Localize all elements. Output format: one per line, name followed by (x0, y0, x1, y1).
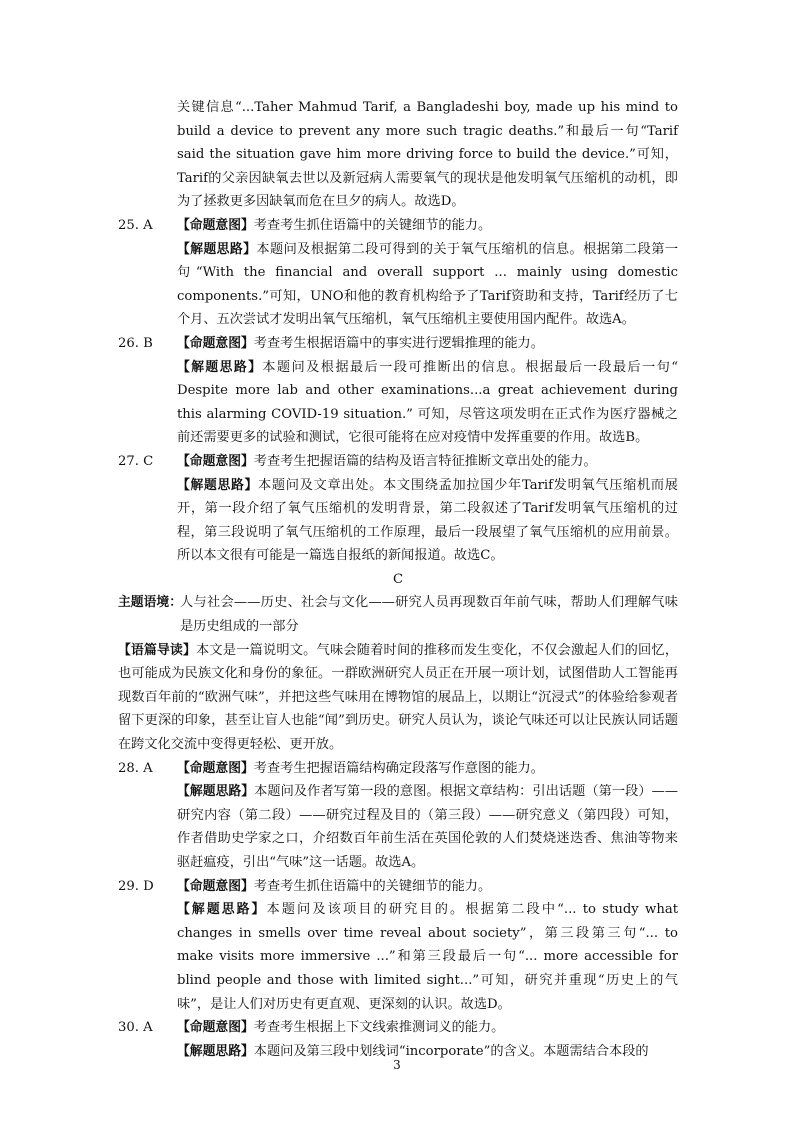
page-number: 3 (393, 1058, 401, 1072)
intent-tag: 【命题意图】 (177, 453, 254, 469)
intent-tag: 【命题意图】 (177, 1020, 254, 1036)
approach-text: 本题问及文章出处。本文围绕孟加拉国少年Tarif发明氧气压缩机而展开，第一段介绍了氧气压缩机的发明背景，第二段叙述了Tarif发明氧气压缩机的过程，第三段说明了氧气压缩机的工作原理，最后一段展望了氧气压缩机的应用前景。所以本文很有可能是一篇选自报纸的新闻报道。故选C。 (177, 477, 678, 564)
intent-text: 考查考生根据上下文线索推测词义的能力。 (253, 1020, 505, 1036)
intent-line (177, 875, 678, 899)
approach-text: 本题问及根据第二段可得到的关于氧气压缩机的信息。根据第二段第一句“With the financial and overall support ... mainly using domestic components.”可知，UNO和他的教育机构给予了Tarif资助和支持，Tarif经历了七个月、五次尝试才发明出氧气压缩机，氧气压缩机主要使用国内配件。故选A。 (177, 241, 679, 328)
answer-number: 29. D (118, 878, 154, 894)
answer-item-25 (118, 214, 678, 332)
theme-label: 主题语境： (118, 595, 182, 611)
approach-tag: 【解题思路】 (177, 359, 263, 375)
approach-tag: 【解题思路】 (177, 902, 267, 918)
intent-text: 考查考生根据语篇中的事实进行逻辑推理的能力。 (253, 335, 544, 351)
passage-guide (118, 639, 678, 757)
approach-paragraph (177, 474, 678, 568)
answer-item-29 (118, 875, 678, 1017)
theme-text: 人与社会——历史、社会与文化——研究人员再现数百年前气味，帮助人们理解气味是历史组成的一部分 (180, 595, 678, 635)
intent-tag: 【命题意图】 (177, 878, 254, 894)
approach-tag: 【解题思路】 (177, 784, 255, 800)
page-content (118, 96, 678, 1063)
intent-line (177, 332, 678, 356)
approach-tag: 【解题思路】 (177, 1043, 254, 1059)
guide-tag: 【语篇导读】 (118, 642, 197, 658)
intent-text: 考查考生抓住语篇中的关键细节的能力。 (253, 217, 492, 233)
answer-number: 26. B (118, 335, 153, 351)
answer-item-26 (118, 332, 678, 450)
intent-line (177, 1016, 678, 1040)
answer-item-27 (118, 450, 678, 568)
intent-text: 考查考生把握语篇的结构及语言特征推断文章出处的能力。 (253, 453, 597, 469)
answer-number: 30. A (118, 1020, 153, 1036)
approach-text: 本题问及第三段中划线词“incorporate”的含义。本题需结合本段的 (253, 1043, 649, 1059)
answer-item-30 (118, 1016, 678, 1063)
passage-b-tail-text: 关键信息“...Taher Mahmud Tarif, a Bangladeshi boy, made up his mind to build a device to prevent any more such tragic deaths.”和最后一句“Tarif said the situation gave him more driving force to build the device.”可知，Tarif的父亲因缺氧去世以及新冠病人需要氧气的现状是他发明氧气压缩机的动机，即为了拯救更多因缺氧而危在旦夕的病人。故选D。 (177, 100, 678, 210)
approach-text: 本题问及该项目的研究目的。根据第二段中“... to study what changes in smells over time reveal about society”，第三段第三句“... to make visits more immersive ...”和第三段最后一句“... more accessible for blind people and those with limited sight...”可知，研究并重现“历史上的气味”，是让人们对历史有更直观、更深刻的认识。故选D。 (177, 902, 678, 1012)
approach-tag: 【解题思路】 (177, 241, 257, 257)
intent-tag: 【命题意图】 (177, 217, 254, 233)
answer-number: 27. C (118, 453, 154, 469)
intent-text: 考查考生抓住语篇中的关键细节的能力。 (253, 878, 492, 894)
approach-tag: 【解题思路】 (177, 477, 259, 493)
passage-b-tail (118, 96, 678, 214)
approach-text: 本题问及根据最后一段可推断出的信息。根据最后一段最后一句“ Despite more lab and other examinations...a great achievement during this alarming COVID-19 situation.” 可知，尽管这项发明在正式作为医疗器械之前还需要更多的试验和测试，它很可能将在应对疫情中发挥重要的作用。故选B。 (177, 359, 678, 446)
section-c-heading: C (392, 571, 404, 587)
intent-line (177, 450, 678, 474)
intent-line (177, 214, 678, 238)
intent-line (177, 757, 678, 781)
answer-number: 28. A (118, 760, 153, 776)
intent-text: 考查考生把握语篇结构确定段落写作意图的能力。 (253, 760, 544, 776)
approach-paragraph (177, 238, 678, 332)
intent-tag: 【命题意图】 (177, 335, 254, 351)
approach-text: 本题问及作者写第一段的意图。根据文章结构：引出话题（第一段）——研究内容（第二段）——研究过程及目的（第三段）——研究意义（第四段）可知，作者借助史学家之口，介绍数百年前生活在英国伦敦的人们焚烧迷迭香、焦油等物来驱赶瘟疫，引出“气味”这一话题。故选A。 (177, 784, 679, 870)
approach-paragraph (177, 780, 678, 874)
answer-number: 25. A (118, 217, 153, 233)
guide-text: 本文是一篇说明文。气味会随着时间的推移而发生变化，不仅会激起人们的回忆，也可能成为民族文化和身份的象征。一群欧洲研究人员正在开展一项计划，试图借助人工智能再现数百年前的“欧洲气味”，并把这些气味用在博物馆的展品上，以期让“沉浸式”的体验给参观者留下更深的印象，甚至让盲人也能“闻”到历史。研究人员认为，谈论气味还可以让民族认同话题在跨文化交流中变得更轻松、更开放。 (118, 642, 679, 753)
answer-item-28 (118, 757, 678, 875)
theme-context (118, 591, 678, 638)
approach-paragraph (177, 898, 678, 1016)
approach-paragraph (177, 356, 678, 450)
intent-tag: 【命题意图】 (177, 760, 254, 776)
